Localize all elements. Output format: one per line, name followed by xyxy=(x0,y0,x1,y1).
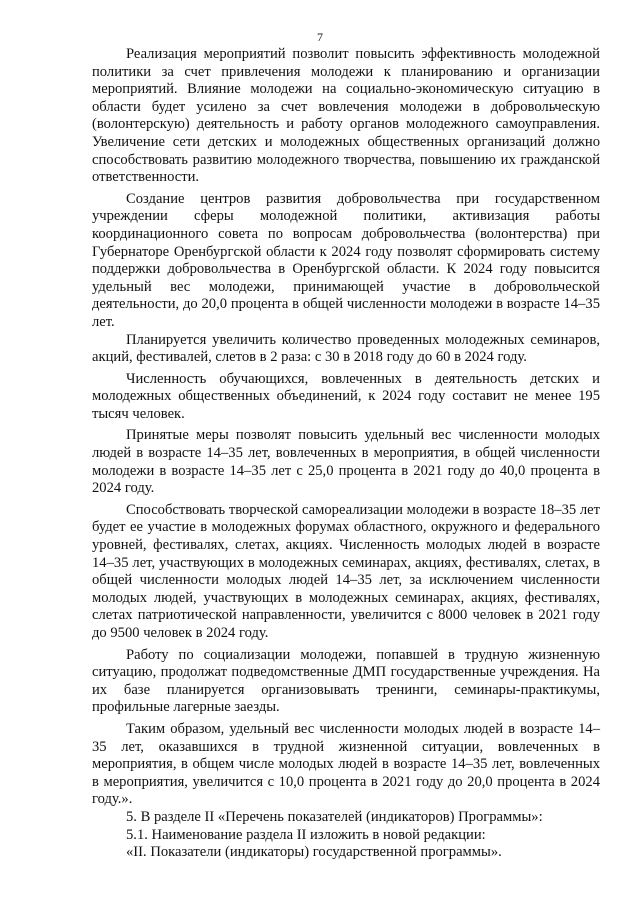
paragraph-2: Создание центров развития добровольчества при государственном учреждении сферы молодежной политики, активизация работы координационного совета по вопросам добровольчества (волонтерства) при Губернаторе Оренбургской области к 2024 году позволят сформировать систему поддержки добровольчества в Оренбургской области. К 2024 году повысится удельный вес молодежи, принимающей участие в добровольческой деятельности, до 20,0 процента в общей численности молодежи в возрасте 14–35 лет. xyxy=(92,190,600,330)
document-body xyxy=(92,46,600,862)
paragraph-1: Реализация мероприятий позволит повысить эффективность молодежной политики за счет привлечения молодежи к планированию и организации мероприятий. Влияние молодежи на социально-экономическую ситуацию в области будет усилено за счет вовлечения молодежи в добровольческую (волонтерскую) деятельность и работу органов молодежного самоуправления. Увеличение сети детских и молодежных общественных организаций должно способствовать развитию молодежного творчества, повышению их гражданской ответственности. xyxy=(92,46,600,186)
paragraph-9: 5. В разделе II «Перечень показателей (индикаторов) Программы»: xyxy=(126,808,543,825)
paragraph-11: «II. Показатели (индикаторы) государственной программы». xyxy=(126,844,502,861)
paragraph-4: Численность обучающихся, вовлеченных в деятельность детских и молодежных общественных объединений, к 2024 году составит не менее 195 тысяч человек. xyxy=(92,370,600,422)
paragraph-5: Принятые меры позволят повысить удельный вес численности молодых людей в возрасте 14–35 лет, вовлеченных в мероприятия, в общей численности молодежи в возрасте 14–35 лет с 25,0 процента в 2021 году до 40,0 процента в 2024 году. xyxy=(92,427,600,497)
page-number: 7 xyxy=(317,30,323,44)
paragraph-3: Планируется увеличить количество проведенных молодежных семинаров, акций, фестивалей, слетов в 2 раза: с 30 в 2018 году до 60 в 2024 году. xyxy=(92,331,600,366)
paragraph-8: Таким образом, удельный вес численности молодых людей в возрасте 14–35 лет, оказавшихся в трудной жизненной ситуации, вовлеченных в мероприятия, в общем числе молодых людей в возрасте 14–35 лет, вовлеченных в мероприятия, увеличится с 10,0 процента в 2021 году до 20,0 процента в 2024 году.». xyxy=(92,720,600,808)
paragraph-10: 5.1. Наименование раздела II изложить в новой редакции: xyxy=(126,826,486,843)
paragraph-7: Работу по социализации молодежи, попавшей в трудную жизненную ситуацию, продолжат подведомственные ДМП государственные учреждения. На их базе планируется организовывать тренинги, семинары-практикумы, профильные лагерные заезды. xyxy=(92,646,600,716)
paragraph-6: Способствовать творческой самореализации молодежи в возрасте 18–35 лет будет ее участие в молодежных форумах областного, окружного и федерального уровней, фестивалях, слетах, акциях. Численность молодых людей в возрасте 14–35 лет, участвующих в молодежных семинарах, акциях, фестивалях, слетах, в общей численности молодых людей 14–35 лет, за исключением численности молодых людей, участвующих в молодежных семинарах, акциях, фестивалях, слетах патриотической направленности, увеличится с 8000 человек в 2021 году до 9500 человек в 2024 году. xyxy=(92,501,600,641)
